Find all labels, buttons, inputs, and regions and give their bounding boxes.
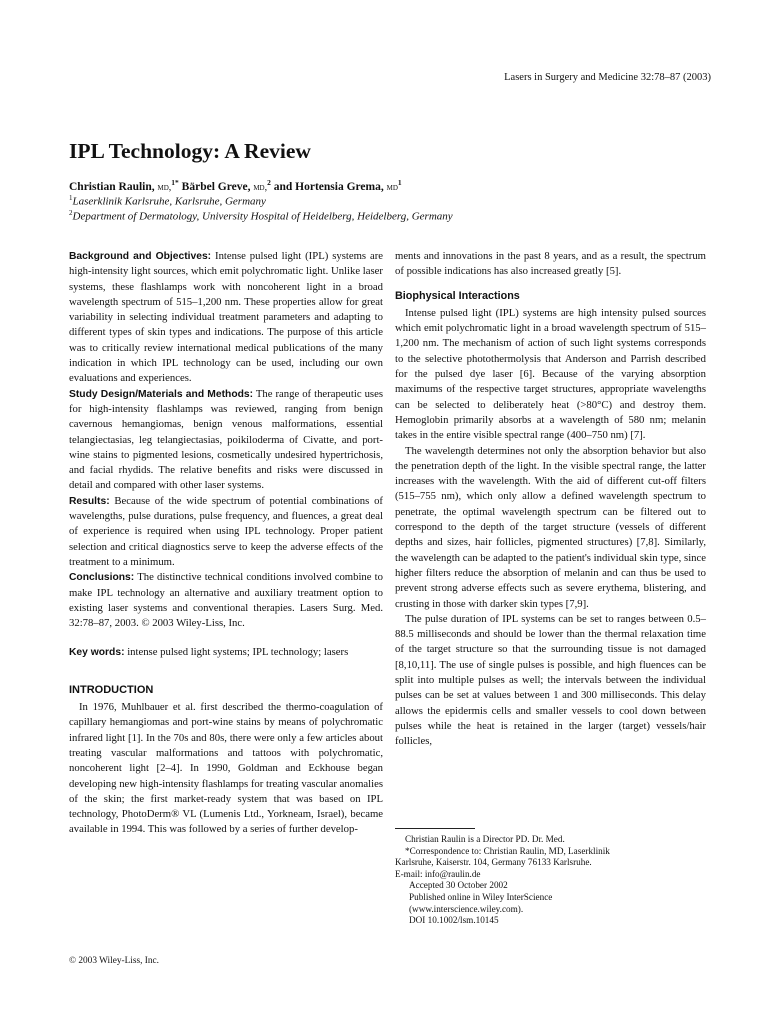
footnote-doi: DOI 10.1002/lsm.10145 <box>409 915 499 926</box>
running-head: Lasers in Surgery and Medicine 32:78–87 (2003) <box>504 72 711 83</box>
author-line <box>69 178 402 193</box>
right-column <box>395 249 706 750</box>
footnote-email: E-mail: info@raulin.de <box>395 868 481 879</box>
keywords <box>69 645 383 660</box>
affiliation <box>69 194 266 208</box>
affiliation-mark: 1 <box>69 194 73 202</box>
author-name: Bärbel Greve, <box>181 180 251 193</box>
footnote-line: *Correspondence to: Christian Raulin, MD, Laserklinik <box>405 845 610 856</box>
body-paragraph: The pulse duration of IPL systems can be set to ranges between 0.5–88.5 milliseconds and should be lower than the thermal relaxation time of the target structure so that the surrounding tissue is not damaged [8,10,11]. The use of single pulses is possible, and high fluences can be split into multiple pulses as well; the intervals between the individual pulses can be set at values between 1 and 300 milliseconds. This delay allows the epidermis cells and smaller vessels to cool down between pulses while the heat is retained in the larger (target) vessels/hair follicles, <box>395 612 706 748</box>
abstract-label: Conclusions: <box>69 572 135 584</box>
abstract-text: Intense pulsed light (IPL) systems are high-intensity light sources, which emit polychromatic light. Unlike laser systems, these flashlamps work with noncoherent light in a broad wavelength spectrum of 515–1,200 nm. These properties allow for great variability in selecting individual treatment parameters and adapting to different types of skin types and indications. The purpose of this article was to critically review international medical publications of the many indication in which IPL technology can be used, including our own evaluations and experiences. <box>69 250 383 385</box>
author-affil-mark: 1 <box>397 178 402 187</box>
biophysical-heading: Biophysical Interactions <box>395 289 520 302</box>
abstract-label: Results: <box>69 495 110 507</box>
abstract-text: The range of therapeutic uses for high-intensity flashlamps was reviewed, ranging from benign cavernous hemangiomas, benign venous malformations, essential telangiectasias, leg telangiectasias, poikiloderma of Civatte, and port-wine stains to pigmented lesions, cosmetically undesired hypertrichosis, and facial rhydids. The relative benefits and risks were discussed in detail and compared with other laser systems. <box>69 387 383 492</box>
abstract-results <box>69 494 383 570</box>
footnote-line: Karlsruhe, Kaiserstr. 104, Germany 76133 Karlsruhe. <box>395 857 592 868</box>
abstract-label: Study Design/Materials and Methods: <box>69 388 254 400</box>
affiliation <box>69 209 453 223</box>
affiliation-text: Department of Dermatology, University Hospital of Heidelberg, Heidelberg, Germany <box>72 210 453 223</box>
abstract-design <box>69 387 383 494</box>
author-name: Christian Raulin, <box>69 180 155 193</box>
article-title: IPL Technology: A Review <box>69 139 311 163</box>
author-degree: md, <box>253 181 268 193</box>
footnote-line: Christian Raulin is a Director PD. Dr. Med. <box>405 834 565 844</box>
author-affil-mark: 2 <box>267 178 271 187</box>
affiliation-text: Laserklinik Karlsruhe, Karlsruhe, Germany <box>72 195 266 208</box>
affiliation-mark: 2 <box>69 209 73 217</box>
abstract-conclusions <box>69 570 383 631</box>
abstract-text: Because of the wide spectrum of potential combinations of wavelengths, pulse durations, pulse frequency, and fluences, a great deal of experience is required when using IPL technology. Proper patient selection and critical diagnostics serve to keep the adverse effects of the treatment to a minimum. <box>69 494 383 568</box>
copyright-footer: © 2003 Wiley-Liss, Inc. <box>69 956 159 966</box>
body-paragraph: The wavelength determines not only the absorption behavior but also the penetration depth of the light. In the visible spectral range, the latter increases with the wavelength. With the aid of different cut-off filters (515–755 nm), which only allow a defined wavelength spectrum to penetrate, the optimal wavelength spectrum can be filtered out to correspond to the depth of the target structure (vessels of different depths and sizes, hair follicles, pigmented structures) [7,8]. Similarly, the wavelength can be adapted to the patient's individual skin type, since higher filters reduce the absorption of melanin and can thus be used to prevent strong adverse effects such as severe erythema, blistering, and crusting in those with darker skin types [7,9]. <box>395 444 706 610</box>
left-column <box>69 249 383 838</box>
author-degree: md <box>386 181 398 193</box>
author-degree: md, <box>157 181 172 193</box>
footnote-line: (www.interscience.wiley.com). <box>409 903 524 914</box>
body-paragraph: Intense pulsed light (IPL) systems are high intensity pulsed sources which emit polychromatic light in a broad wavelength spectrum of 515–1,200 nm. The mechanism of action of such light systems corresponds to the selective photothermolysis that Anderson and Parrish described for the pulsed dye laser [6]. Because of the varying absorption maximums of the respective target structures, appropriate wavelengths can be selected to deliberately heat (>80°C) and destroy them. Hemoglobin primarily absorbs at a wavelength of 580 nm; melanin takes in the entire visible spectral range (400–750 nm) [7]. <box>395 306 706 442</box>
footnote-line: Accepted 30 October 2002 <box>409 880 508 891</box>
abstract-text: The distinctive technical conditions involved combine to make IPL technology an alternative and auxiliary treatment option to existing laser systems and conventional therapies. Lasers Surg. Med. 32:78–87, 2003. © 2003 Wiley-Liss, Inc. <box>69 571 383 630</box>
footnotes <box>395 834 706 927</box>
author-affil-mark: 1* <box>171 178 179 187</box>
keywords-label: Key words: <box>69 647 125 659</box>
abstract-background <box>69 249 383 387</box>
introduction-heading: INTRODUCTION <box>69 683 154 696</box>
footnote-rule <box>395 828 475 829</box>
author-name: and Hortensia Grema, <box>273 180 384 193</box>
abstract-label: Background and Objectives: <box>69 251 212 262</box>
footnote-line: Published online in Wiley InterScience <box>409 891 553 902</box>
introduction-continuation: ments and innovations in the past 8 years, and as a result, the spectrum of possible indications has also increased greatly [5]. <box>395 250 706 278</box>
introduction-paragraph: In 1976, Muhlbauer et al. first described the thermo-coagulation of capillary hemangiomas and port-wine stains by means of polychromatic infrared light [1]. In the 70s and 80s, there were only a few articles about treating vascular malformations and tattoos with polychromatic, noncoherent light [2–4]. In 1990, Goldman and Eckhouse began developing new high-intensity flashlamps for treating vascular anomalies of the skin; the first market-ready system that was based on IPL technology, PhotoDerm® VL (Lumenis Ltd., Yorkneam, Israel), became available in 1994. This was followed by a series of further develop- <box>69 701 383 836</box>
keywords-text: intense pulsed light systems; IPL technology; lasers <box>124 646 349 659</box>
